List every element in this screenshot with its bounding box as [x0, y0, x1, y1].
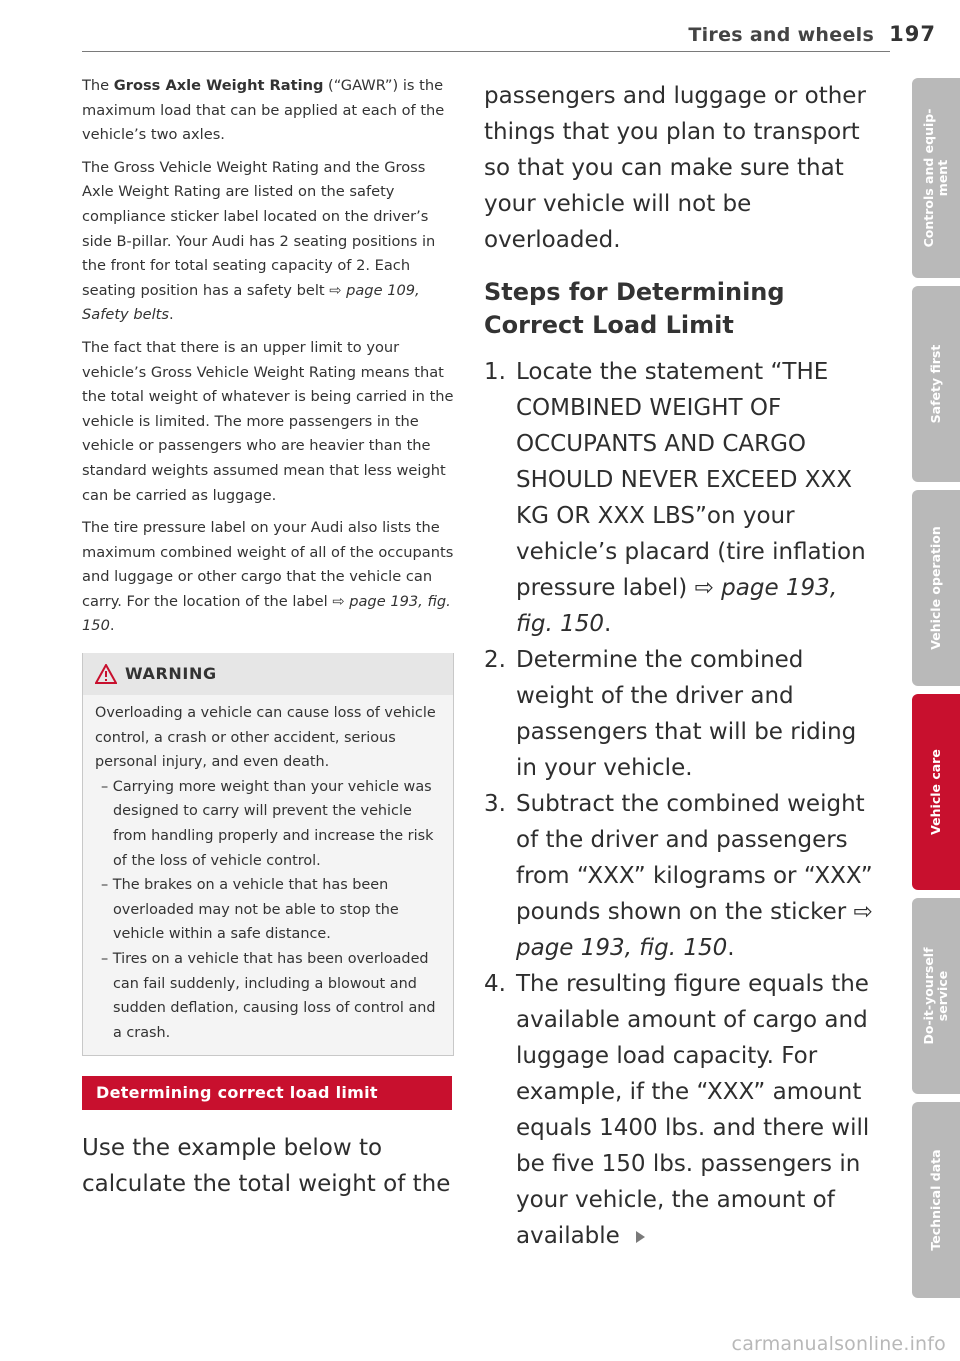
tab-label: Controls and equip- ment: [921, 108, 950, 248]
warning-title: WARNING: [125, 663, 217, 683]
link-page-193[interactable]: ⇨ page 193, fig. 150: [82, 592, 451, 635]
tire-label-text: The tire pressure label on your Audi also lists the maximum combined weight of all of the occupants and luggage or other cargo that the vehicle can carry. For the location of the label: [82, 519, 454, 610]
step-4-text: The resulting figure equals the available amount of cargo and luggage load capacity. For example, if the “XXX” amount equals 1400 lbs. and there will be five 150 lbs. passengers in your vehicle, the amount of available: [516, 971, 870, 1249]
step-text: [516, 786, 876, 966]
steps-heading: Steps for Determining Correct Load Limit: [484, 278, 785, 339]
step-3-text: Subtract the combined weight of the driver and passengers from “XXX” kilograms or “XXX” pounds shown on the sticker: [516, 791, 873, 925]
page-header: [600, 22, 936, 46]
step-number: 3.: [484, 791, 506, 817]
right-intro-text: passengers and luggage or other things that you plan to transport so that you can make sure that your vehicle will not be overloaded.: [484, 83, 866, 253]
paragraph-tire-label: [82, 516, 454, 639]
link-safety-belts[interactable]: ⇨ page 109, Safety belts: [82, 281, 420, 324]
continue-arrow-icon: [636, 1231, 645, 1243]
step-item: [484, 786, 876, 966]
tab-technical-data[interactable]: [912, 1102, 960, 1298]
header-rule: [82, 51, 890, 52]
left-column: [82, 74, 454, 1202]
tab-label: Safety first: [928, 344, 943, 424]
tab-vehicle-operation[interactable]: [912, 490, 960, 686]
tire-label-end: .: [109, 617, 115, 635]
watermark: carmanualsonline.info: [731, 1333, 946, 1355]
tab-label: Do-it-yourself service: [921, 947, 950, 1045]
tab-controls-and-equipment[interactable]: [912, 78, 960, 278]
paragraph-upper-limit: The fact that there is an upper limit to your vehicle’s Gross Vehicle Weight Rating means that the total weight of whatever is being carried in the vehicle is limited. The more passengers in the vehicle or passengers who are heavier than the standard weights assumed mean that less weight can be carried as luggage.: [82, 338, 454, 504]
warning-item: – Carrying more weight than your vehicle was designed to carry will prevent the vehicle from handling properly and increase the risk of the loss of vehicle control.: [95, 775, 441, 873]
step-3-end: .: [727, 935, 735, 961]
step-item: [484, 966, 876, 1254]
paragraph-gawr: The Gross Axle Weight Rating (“GAWR”) is the maximum load that can be applied at each of the vehicle’s two axles.: [82, 77, 445, 144]
term-gawr: Gross Axle Weight Rating: [113, 77, 324, 94]
ratings-text-end: .: [168, 306, 174, 324]
warning-list: [95, 775, 441, 1046]
tab-label: Vehicle operation: [928, 526, 943, 650]
step-number: 4.: [484, 971, 506, 997]
tab-do-it-yourself-service[interactable]: [912, 898, 960, 1094]
step-item: [484, 642, 876, 786]
tab-label: Technical data: [928, 1149, 943, 1251]
warning-box: [82, 653, 454, 1056]
warning-item: – The brakes on a vehicle that has been overloaded may not be able to stop the vehicle within a safe distance.: [95, 873, 441, 947]
gawr-definition: (“GAWR”) is the maximum load that can be applied at each of the vehicle’s two axles.: [82, 77, 445, 144]
step-text: [516, 966, 876, 1254]
step-item: [484, 354, 876, 642]
step-1-text: Locate the statement “THE COMBINED WEIGHT OF OCCUPANTS AND CARGO SHOULD NEVER EXCEED XXX KG OR XXX LBS”on your vehicle’s placard (tire inflation pressure label): [516, 359, 866, 601]
step-1-end: .: [603, 611, 612, 637]
step-text: [516, 354, 876, 642]
step-number: 2.: [484, 647, 506, 673]
warning-intro: Overloading a vehicle can cause loss of vehicle control, a crash or other accident, serious personal injury, and even death.: [95, 705, 436, 771]
right-column: [484, 78, 876, 1254]
tab-safety-first[interactable]: [912, 286, 960, 482]
page-number: 197: [889, 22, 936, 46]
tab-vehicle-care[interactable]: [912, 694, 960, 890]
tab-label: Vehicle care: [928, 749, 943, 835]
chapter-tab-strip: [912, 78, 960, 1306]
section-heading-bar: Determining correct load limit: [82, 1076, 452, 1110]
example-intro-text: Use the example below to calculate the total weight of the: [82, 1135, 451, 1198]
ratings-text: The Gross Vehicle Weight Rating and the Gross Axle Weight Rating are listed on the safety compliance sticker label located on the driver’s side B-pillar. Your Audi has 2 seating positions in the front for total seating capacity of 2. Each seating position has a safety belt: [82, 158, 436, 299]
step-text: Determine the combined weight of the driver and passengers that will be riding in your vehicle.: [516, 647, 857, 781]
step-number: 1.: [484, 359, 506, 385]
warning-header: [83, 653, 453, 695]
link-page-193-step-3[interactable]: ⇨ page 193, fig. 150: [516, 899, 873, 961]
warning-triangle-icon: [95, 664, 117, 684]
paragraph-ratings-location: [82, 156, 454, 328]
warning-body: [83, 695, 453, 1055]
steps-list: [484, 354, 876, 1254]
header-section-title: Tires and wheels: [688, 24, 875, 46]
warning-item: – Tires on a vehicle that has been overloaded can fail suddenly, including a blowout and sudden deflation, causing loss of control and a crash.: [95, 947, 441, 1045]
link-page-193-step-1[interactable]: ⇨ page 193, fig. 150: [516, 575, 838, 637]
